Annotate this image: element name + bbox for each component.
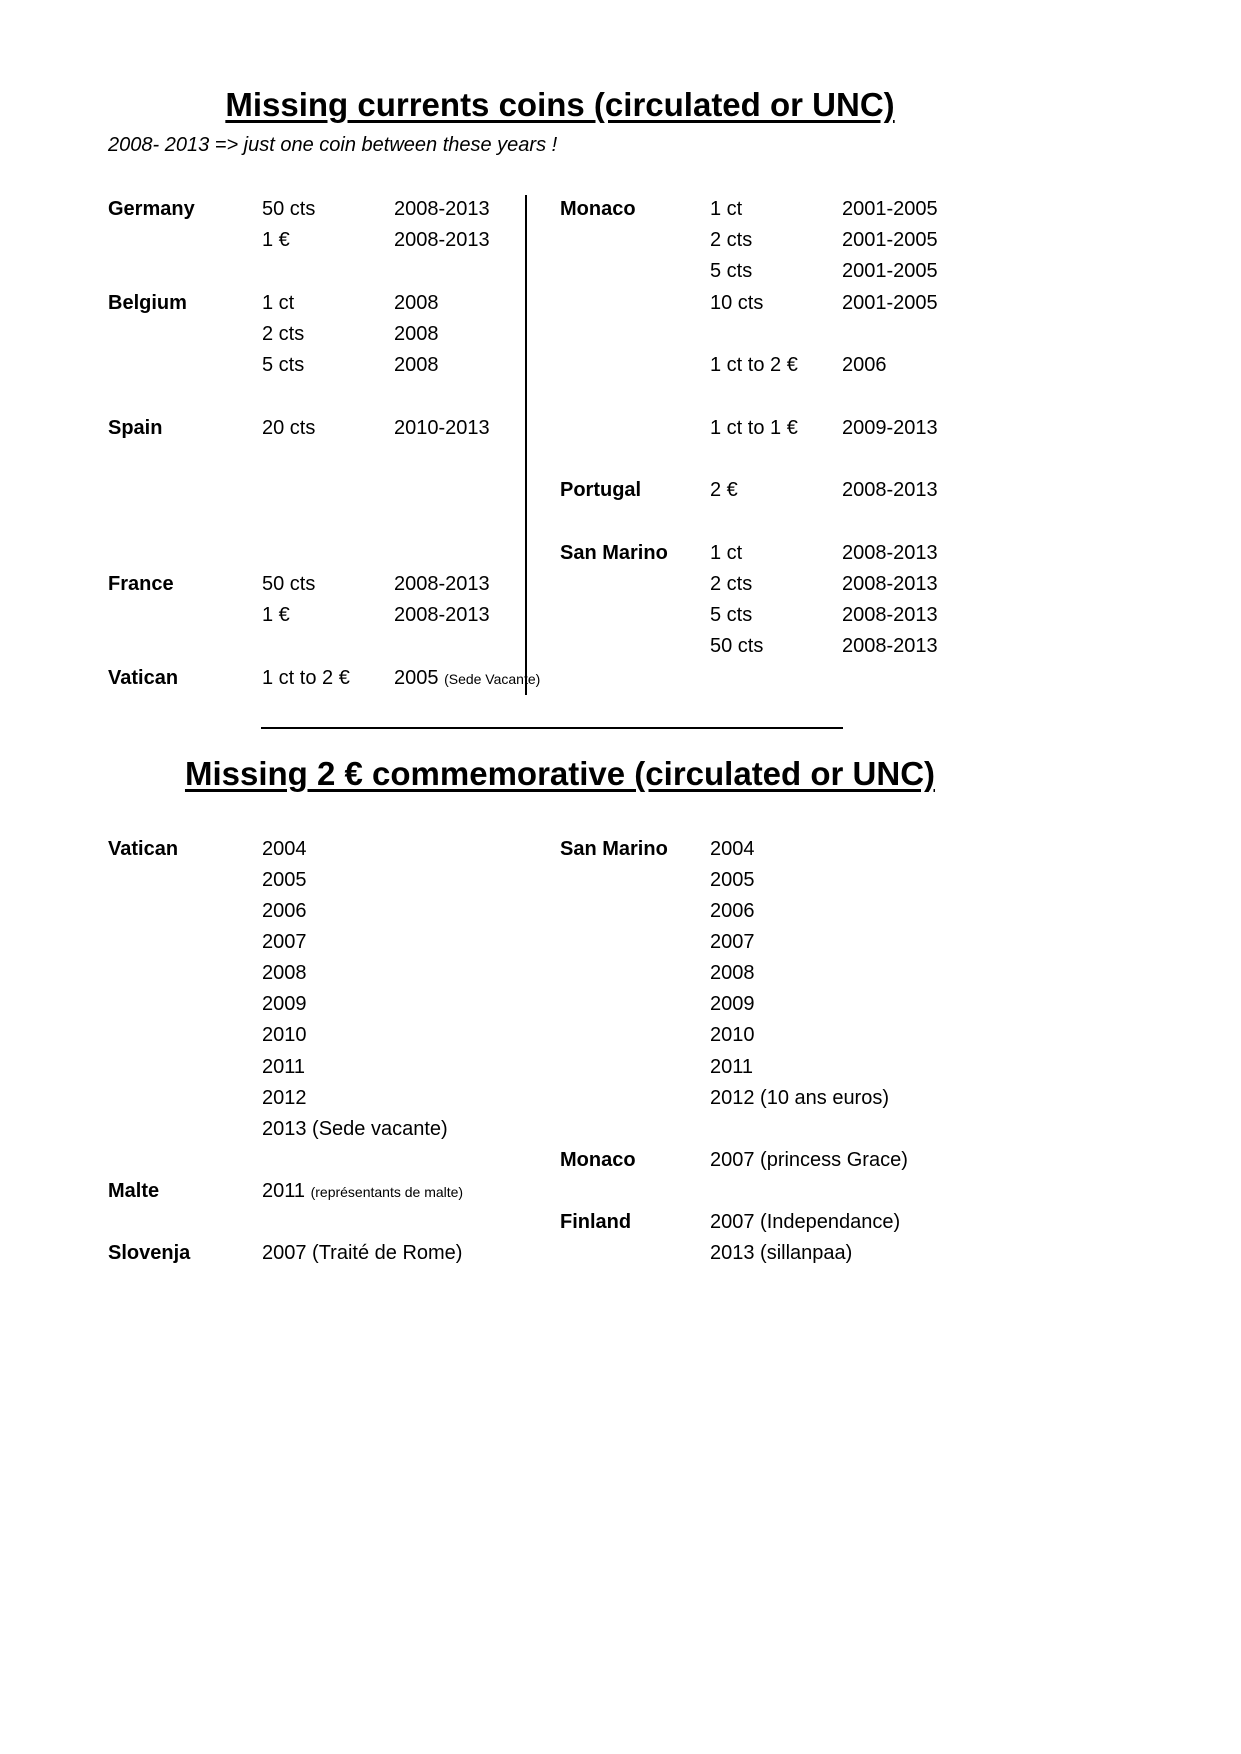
country-monaco: Monaco [560,1149,636,1171]
coin-years [394,666,540,691]
commemorative-title: Missing 2 € commemorative (circulated or UNC) [184,755,936,792]
country-portugal: Portugal [560,479,642,501]
country-vatican: Vatican [108,667,179,689]
coin-years: 2009-2013 [842,417,938,439]
country-malte: Malte [108,1180,160,1202]
country-slovenja: Slovenja [108,1242,191,1264]
coin-denomination: 2 cts [262,323,305,345]
commemorative-year: 2013 (Sede vacante) [262,1118,448,1140]
coin-denomination: 1 € [262,604,290,626]
coin-denomination: 10 cts [710,292,764,314]
commemorative-year: 2013 (sillanpaa) [710,1242,853,1264]
country-san-marino: San Marino [560,838,668,860]
coin-denomination: 2 € [710,479,738,501]
commemorative-year: 2008 [262,962,307,984]
coin-years: 2008 [394,323,439,345]
coin-denomination: 50 cts [262,198,316,220]
coin-denomination: 1 ct to 1 € [710,417,798,439]
commemorative-year: 2006 [710,900,755,922]
coin-denomination: 50 cts [262,573,316,595]
coin-years: 2008-2013 [842,635,938,657]
coin-denomination: 20 cts [262,417,316,439]
coin-denomination: 1 € [262,229,290,251]
country-vatican: Vatican [108,838,179,860]
commemorative-year: 2012 [262,1087,307,1109]
coin-years: 2008-2013 [842,573,938,595]
coin-note: (Sede Vacante) [444,671,541,687]
coin-years: 2001-2005 [842,229,938,251]
coin-years: 2006 [842,354,887,376]
coin-denomination: 5 cts [710,260,753,282]
commemorative-year: 2012 (10 ans euros) [710,1087,890,1109]
coin-denomination: 1 ct to 2 € [710,354,798,376]
commemorative-year: 2011 [710,1056,754,1078]
commemorative-year: 2008 [710,962,755,984]
coin-years: 2010-2013 [394,417,490,439]
coin-denomination: 2 cts [710,229,753,251]
commemorative-year: 2004 [262,838,307,860]
commemorative-year: 2007 [262,931,307,953]
section-divider [261,727,843,729]
country-germany: Germany [108,198,195,220]
country-spain: Spain [108,417,163,439]
current-coins-subtitle: 2008- 2013 => just one coin between these years ! [108,134,558,156]
coin-years: 2001-2005 [842,260,938,282]
country-finland: Finland [560,1211,632,1233]
coin-denomination: 1 ct [710,542,743,564]
coin-denomination: 1 ct [710,198,743,220]
coin-denomination: 2 cts [710,573,753,595]
commemorative-year: 2007 (Independance) [710,1211,901,1233]
coin-years: 2008-2013 [394,573,490,595]
country-monaco: Monaco [560,198,636,220]
commemorative-year: 2007 (princess Grace) [710,1149,908,1171]
coin-years: 2008 [394,292,439,314]
commemorative-year: 2009 [262,993,307,1015]
commemorative-year: 2007 [710,931,755,953]
commemorative-year: 2005 [710,869,755,891]
commemorative-year-value: 2011 [262,1180,306,1202]
current-coins-title: Missing currents coins (circulated or UNC) [225,86,895,123]
commemorative-year: 2010 [710,1024,755,1046]
commemorative-note: (représentants de malte) [310,1184,464,1200]
commemorative-year [262,1179,463,1204]
column-divider [525,195,527,695]
commemorative-year: 2004 [710,838,755,860]
country-belgium: Belgium [108,292,187,314]
coin-years: 2008-2013 [394,604,490,626]
commemorative-year: 2010 [262,1024,307,1046]
coin-years: 2008-2013 [394,198,490,220]
commemorative-year: 2011 [262,1056,306,1078]
country-san-marino: San Marino [560,542,668,564]
country-france: France [108,573,174,595]
coin-denomination: 1 ct [262,292,295,314]
coin-years: 2008-2013 [842,479,938,501]
commemorative-year: 2005 [262,869,307,891]
coin-years: 2008-2013 [842,542,938,564]
coin-years: 2008-2013 [394,229,490,251]
coin-denomination: 5 cts [262,354,305,376]
coin-years: 2008 [394,354,439,376]
coin-years: 2001-2005 [842,292,938,314]
coin-years: 2001-2005 [842,198,938,220]
coin-denomination: 5 cts [710,604,753,626]
commemorative-year: 2006 [262,900,307,922]
coin-years: 2008-2013 [842,604,938,626]
coin-denomination: 1 ct to 2 € [262,667,350,689]
commemorative-year: 2007 (Traité de Rome) [262,1242,463,1264]
commemorative-year: 2009 [710,993,755,1015]
coin-years-value: 2005 [394,667,439,689]
coin-denomination: 50 cts [710,635,764,657]
